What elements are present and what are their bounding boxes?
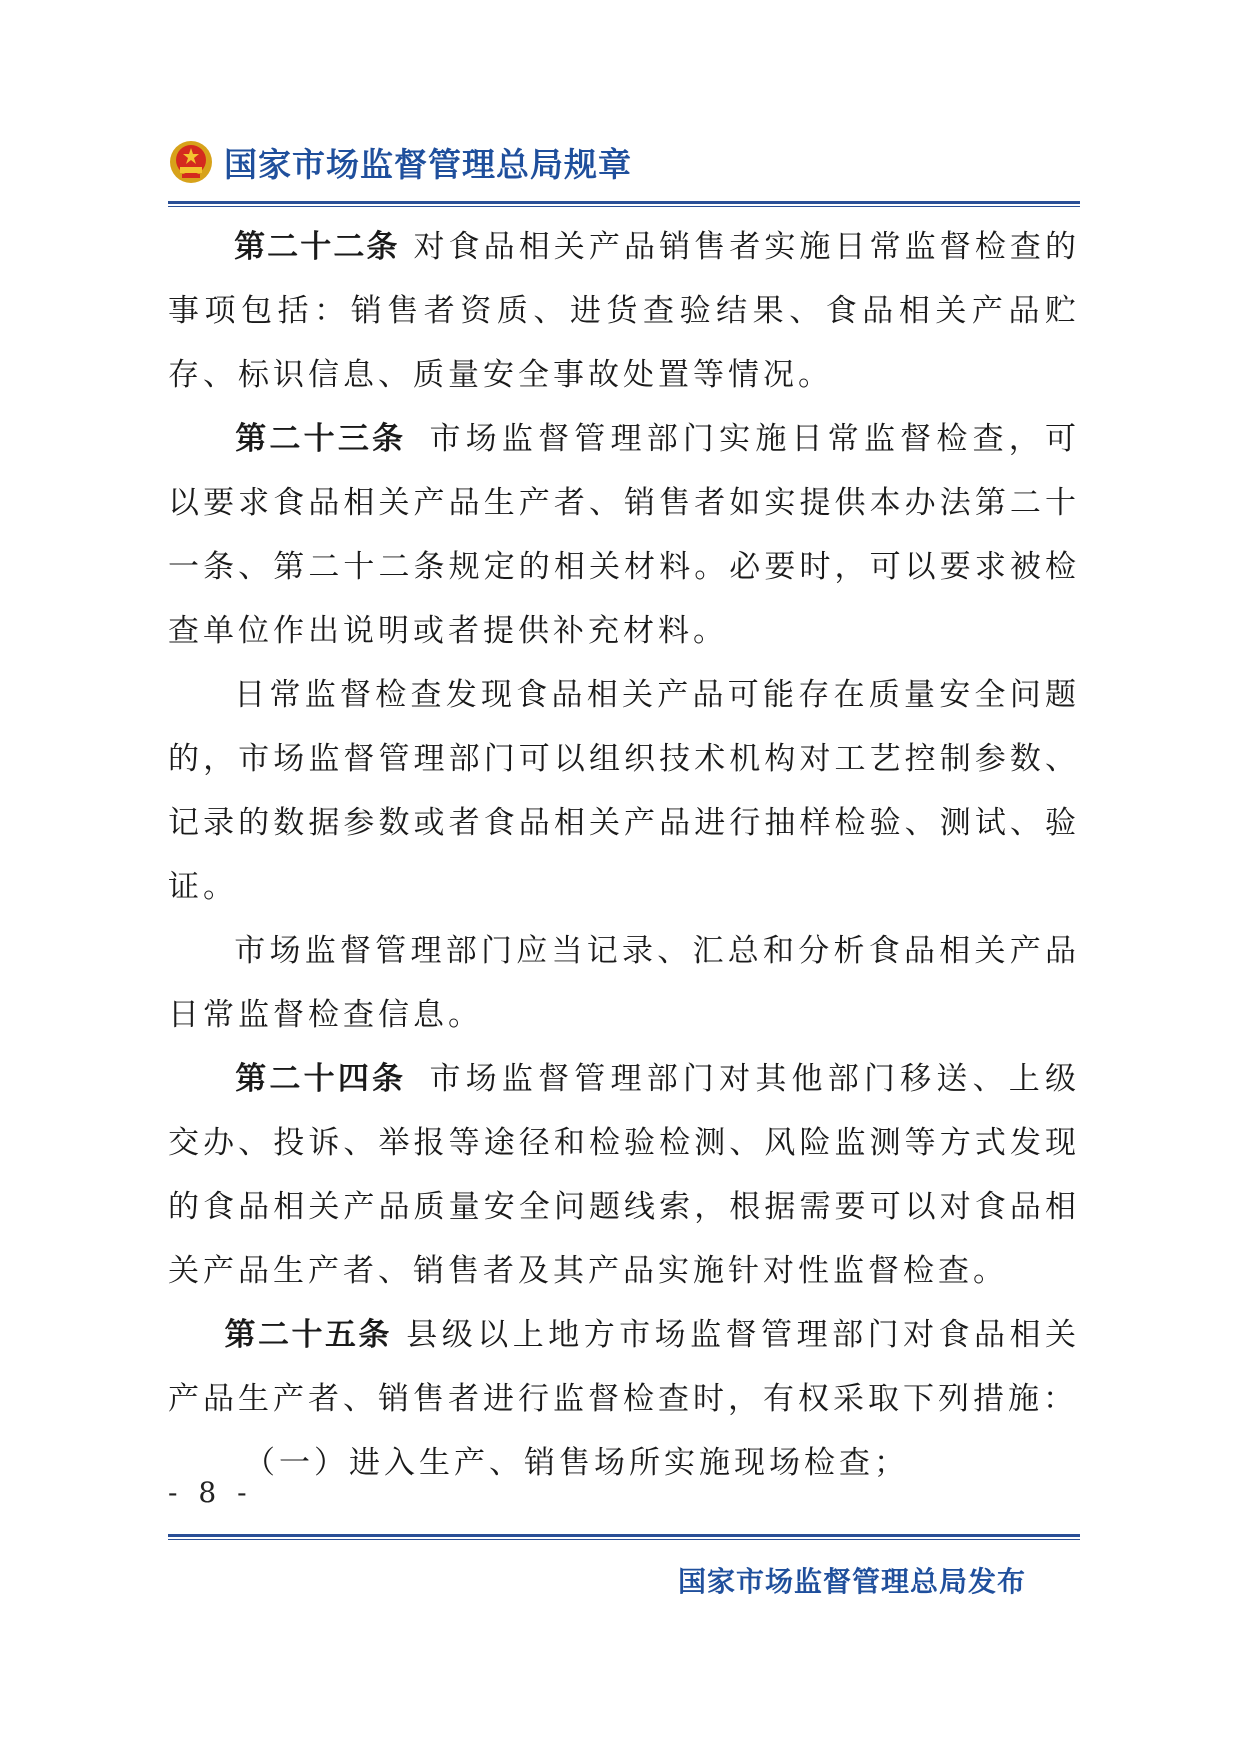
article-number: 第二十三条 <box>234 421 407 457</box>
paragraph <box>168 663 1080 919</box>
paragraph <box>168 919 1080 1047</box>
article-24-paragraph <box>168 1047 1080 1303</box>
footer-publisher: 国家市场监督管理总局发布 <box>677 1565 1026 1598</box>
article-23-paragraph <box>168 407 1080 663</box>
article-number: 第二十二条 <box>234 229 400 265</box>
paragraph-text: 日常监督检查发现食品相关产品可能存在质量安全问题的，市场监督管理部门可以组织技术机构对工艺控制参数、记录的数据参数或者食品相关产品进行抽样检验、测试、验证。 <box>168 677 1080 905</box>
header-divider-thin <box>168 206 1080 207</box>
article-number: 第二十四条 <box>234 1061 407 1097</box>
paragraph-text: 市场监督管理部门应当记录、汇总和分析食品相关产品日常监督检查信息。 <box>168 933 1080 1033</box>
footer-divider <box>168 1534 1080 1537</box>
header-divider <box>168 201 1080 204</box>
article-22-paragraph <box>168 215 1080 407</box>
article-text: 市场监督管理部门实施日常监督检查，可以要求食品相关产品生产者、销售者如实提供本办法第二十一条、第二十二条规定的相关材料。必要时，可以要求被检查单位作出说明或者提供补充材料。 <box>168 421 1080 649</box>
list-item: （一）进入生产、销售场所实施现场检查； <box>244 1445 909 1481</box>
national-emblem-icon <box>168 139 214 185</box>
article-number: 第二十五条 <box>224 1317 392 1353</box>
page-header <box>168 134 632 190</box>
article-25-paragraph <box>168 1303 1080 1431</box>
document-body <box>168 215 1080 1495</box>
article-text: 县级以上地方市场监督管理部门对食品相关产品生产者、销售者进行监督检查时，有权采取下列措施： <box>168 1317 1081 1417</box>
page-number: - 8 - <box>168 1476 253 1509</box>
footer-divider-thin <box>168 1539 1080 1540</box>
article-text: 对食品相关产品销售者实施日常监督检查的事项包括：销售者资质、进货查验结果、食品相关产品贮存、标识信息、质量安全事故处置等情况。 <box>168 229 1081 393</box>
header-title: 国家市场监督管理总局规章 <box>224 144 632 184</box>
article-text: 市场监督管理部门对其他部门移送、上级交办、投诉、举报等途径和检验检测、风险监测等方式发现的食品相关产品质量安全问题线索，根据需要可以对食品相关产品生产者、销售者及其产品实施针对性监督检查。 <box>168 1061 1080 1289</box>
